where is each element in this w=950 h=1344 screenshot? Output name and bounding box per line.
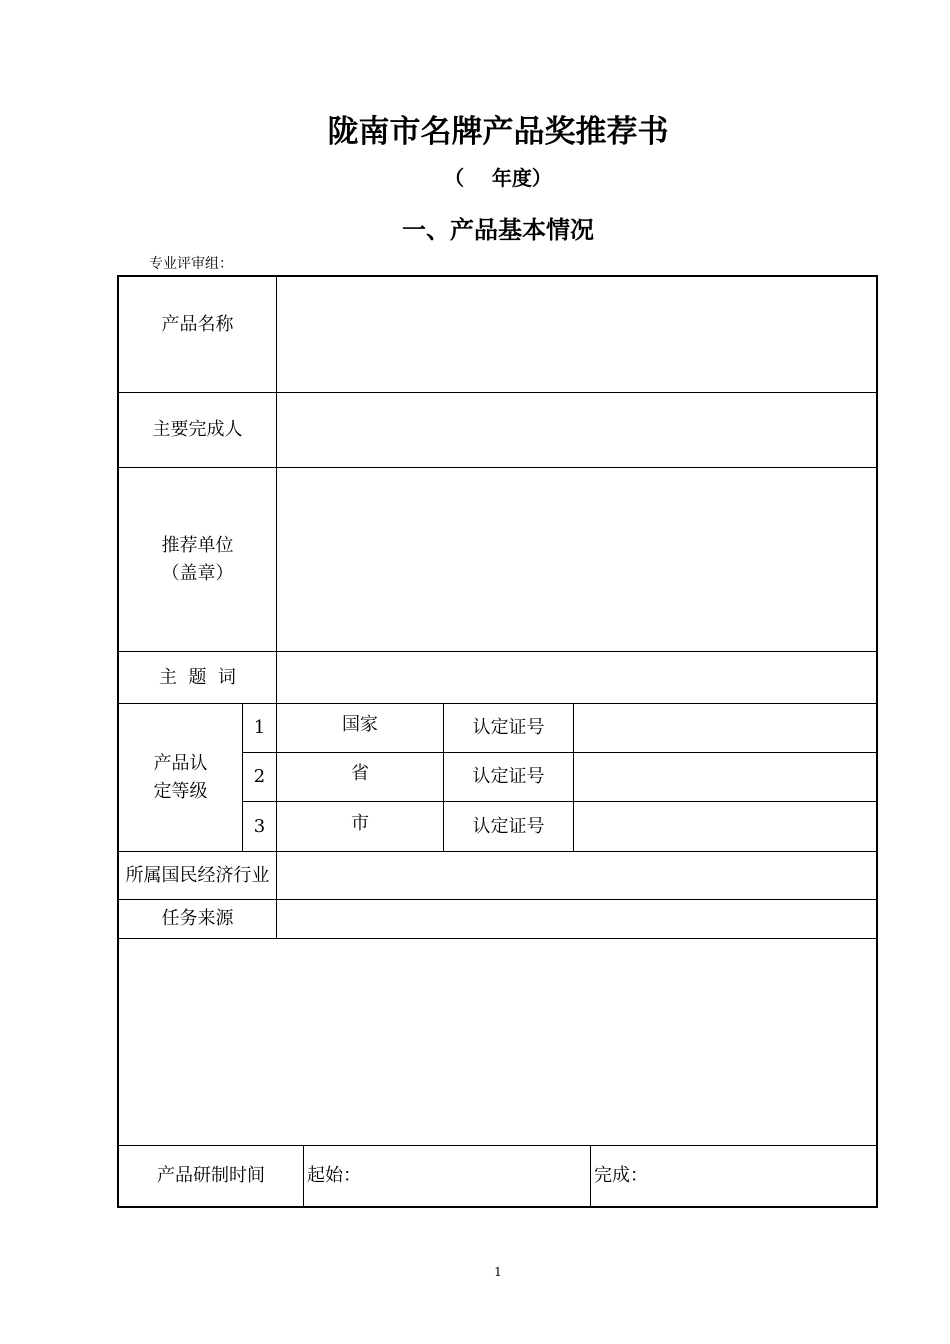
cert-number-label: 认定证号 [472, 717, 545, 738]
keywords-field[interactable] [277, 652, 876, 703]
cert-row-index: 1 [253, 717, 266, 738]
cert-number-field-province[interactable] [574, 753, 876, 801]
main-finisher-field[interactable] [277, 393, 876, 467]
cert-row-index: 2 [253, 766, 266, 787]
recommending-unit-field[interactable] [277, 468, 876, 651]
dev-time-label: 产品研制时间 [157, 1165, 265, 1186]
cert-number-label: 认定证号 [472, 815, 545, 837]
recommending-unit-label: 推荐单位 （盖章） [161, 534, 234, 584]
cert-number-label: 认定证号 [472, 766, 545, 787]
keywords-label: 主 题 词 [159, 666, 236, 688]
main-finisher-label: 主要完成人 [152, 419, 243, 440]
industry-field[interactable] [277, 852, 876, 899]
cert-level-province: 省 [351, 763, 369, 784]
cert-number-field-city[interactable] [574, 802, 876, 851]
product-name-field[interactable] [277, 277, 876, 392]
cert-number-field-national[interactable] [574, 704, 876, 752]
page-number: 1 [494, 1265, 502, 1279]
review-group-label: 专业评审组： [149, 256, 233, 272]
task-source-field[interactable] [277, 900, 876, 938]
industry-label: 所属国民经济行业 [125, 864, 270, 886]
year-line: （ 年度） [444, 166, 552, 190]
certification-level-label: 产品认 定等级 [153, 752, 208, 802]
document-title: 陇南市名牌产品奖推荐书 [327, 114, 669, 150]
start-date-label[interactable]: 起始： [307, 1165, 361, 1186]
product-name-label: 产品名称 [161, 313, 234, 335]
task-source-description-area[interactable] [119, 939, 876, 1145]
task-source-label: 任务来源 [161, 908, 234, 929]
section-heading: 一、产品基本情况 [402, 216, 594, 244]
finish-date-label[interactable]: 完成： [594, 1165, 648, 1186]
cert-row-index: 3 [253, 815, 266, 837]
cert-level-city: 市 [351, 812, 369, 834]
application-form-table [117, 275, 878, 1208]
cert-level-national: 国家 [342, 714, 378, 735]
